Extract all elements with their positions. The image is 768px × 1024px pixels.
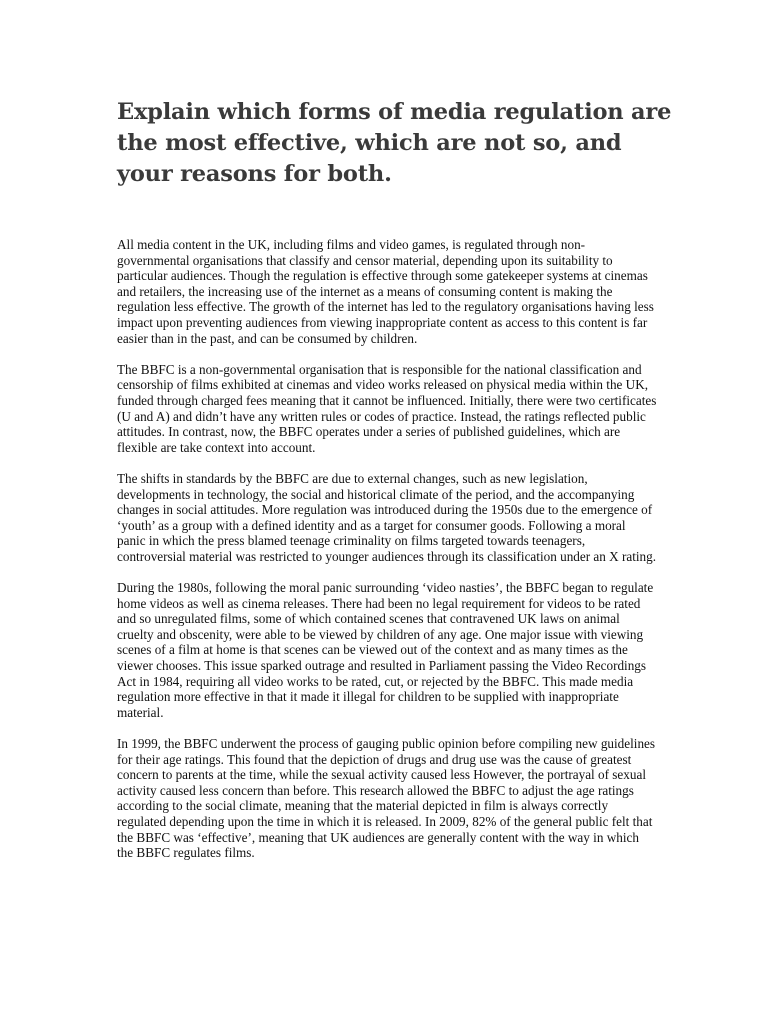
paragraph-1999-public-opinion: In 1999, the BBFC underwent the process of gauging public opinion before compiling new guidelines for their age ratings. This found that the depiction of drugs and drug use was the cause of greatest concern to parents at the time, while the sexual activity caused less However, the portrayal of sexual activity caused less concern than before. This research allowed the BBFC to adjust the age ratings according to the social climate, meaning that the material depicted in film is always correctly regulated depending upon the time in which it is released. In 2009, 82% of the general public felt that the BBFC was ‘effective’, meaning that UK audiences are generally content with the way in which the BBFC regulates films. [117,736,656,861]
document-body [117,237,657,876]
paragraph-1980s-video-nasties: During the 1980s, following the moral panic surrounding ‘video nasties’, the BBFC began to regulate home videos as well as cinema releases. There had been no legal requirement for videos to be rated and so unregulated films, some of which contained scenes that contravened UK laws on animal cruelty and obscenity, were able to be viewed by children of any age. One major issue with viewing scenes of a film at home is that scenes can be viewed out of the context and as many times as the viewer chooses. This issue sparked outrage and resulted in Parliament passing the Video Recordings Act in 1984, requiring all video works to be rated, cut, or rejected by the BBFC. This made media regulation more effective in that it made it illegal for children to be supplied with inappropriate material. [117,580,654,720]
document-title: Explain which forms of media regulation are the most effective, which are not so, and your reasons for both. [117,99,672,187]
paragraph-bbfc-overview: The BBFC is a non-governmental organisation that is responsible for the national classification and censorship of films exhibited at cinemas and video works released on physical media within the UK, funded through charged fees meaning that it cannot be influenced. Initially, there were two certificates (U and A) and didn’t have any written rules or codes of practice. Instead, the ratings reflected public attitudes. In contrast, now, the BBFC operates under a series of published guidelines, which are flexible are take context into account. [117,361,657,455]
paragraph-intro: All media content in the UK, including films and video games, is regulated through non-governmental organisations that classify and censor material, depending upon its suitability to particular audiences. Though the regulation is effective through some gatekeeper systems at cinemas and retailers, the increasing use of the internet as a means of consuming content is making the regulation less effective. The growth of the internet has led to the regulatory organisations having less impact upon preventing audiences from viewing inappropriate content as access to this content is far easier than in the past, and can be consumed by children. [117,237,654,346]
paragraph-standards-shifts: The shifts in standards by the BBFC are due to external changes, such as new legislation, developments in technology, the social and historical climate of the period, and the accompanying changes in social attitudes. More regulation was introduced during the 1950s due to the emergence of ‘youth’ as a group with a defined identity and as a target for consumer goods. Following a moral panic in which the press blamed teenage criminality on films targeted towards teenagers, controversial material was restricted to younger audiences through its classification under an X rating. [117,470,657,564]
